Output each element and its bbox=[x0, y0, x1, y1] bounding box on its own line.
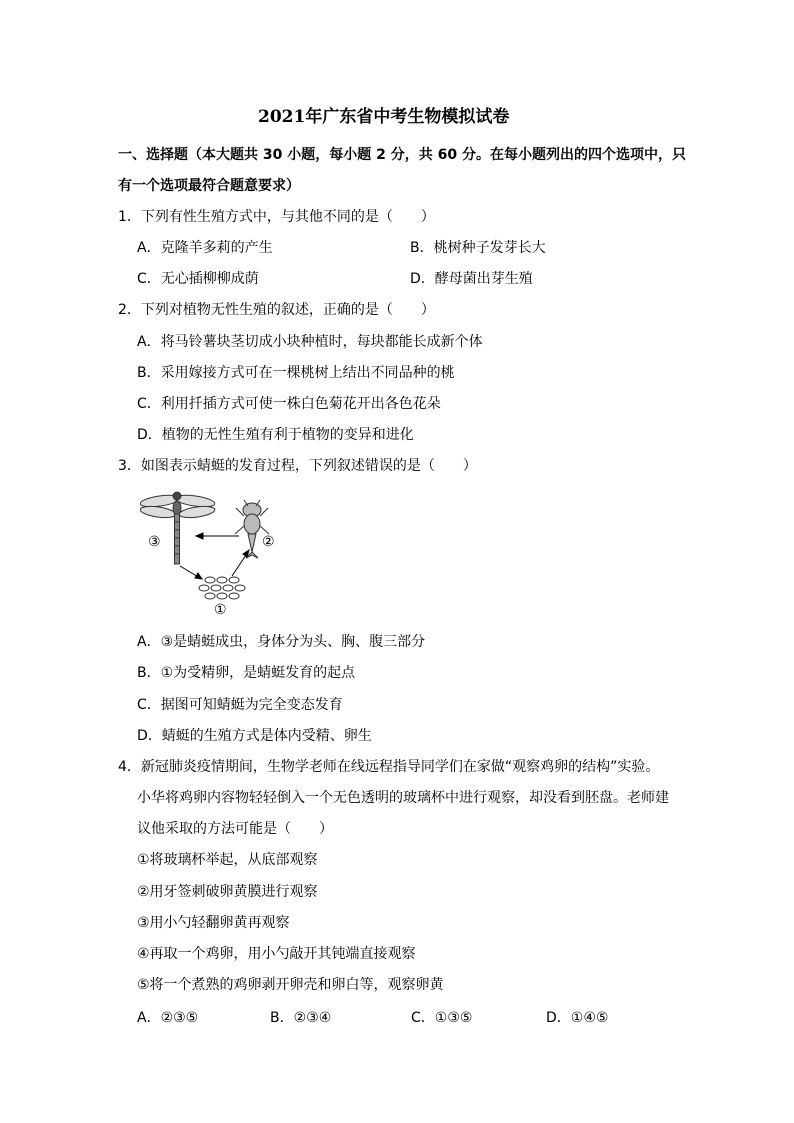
section-heading-line1: 一、选择题（本大题共 30 小题，每小题 2 分，共 60 分。在每小题列出的四个选项中，只 bbox=[118, 147, 686, 163]
figure-label-3: ③ bbox=[148, 534, 161, 550]
figure-label-2: ② bbox=[262, 534, 275, 550]
question-2-stem: 2．下列对植物无性生殖的叙述，正确的是（ ） bbox=[118, 302, 435, 318]
question-4-stem-line3: 议他采取的方法可能是（ ） bbox=[137, 821, 333, 837]
page-title: 2021年广东省中考生物模拟试卷 bbox=[258, 107, 510, 127]
question-3-option-a: A．③是蜻蜓成虫，身体分为头、胸、腹三部分 bbox=[137, 634, 426, 650]
question-1-option-c: C．无心插柳柳成荫 bbox=[137, 271, 259, 287]
eggs-icon bbox=[199, 577, 245, 599]
lifecycle-arrows bbox=[180, 533, 249, 579]
question-2-option-c: C．利用扦插方式可使一株白色菊花开出各色花朵 bbox=[137, 396, 441, 412]
question-4-option-a: A．②③⑤ bbox=[137, 1010, 199, 1026]
question-2-option-b: B．采用嫁接方式可在一棵桃树上结出不同品种的桃 bbox=[137, 365, 455, 381]
question-1-option-b: B．桃树种子发芽长大 bbox=[410, 240, 546, 256]
question-4-option-c: C．①③⑤ bbox=[411, 1010, 473, 1026]
question-4-item-5: ⑤将一个煮熟的鸡卵剥开卵壳和卵白等，观察卵黄 bbox=[137, 977, 444, 993]
question-4-stem-line2: 小华将鸡卵内容物轻轻倒入一个无色透明的玻璃杯中进行观察，却没看到胚盘。老师建 bbox=[137, 790, 669, 806]
question-3-stem: 3．如图表示蜻蜓的发育过程，下列叙述错误的是（ ） bbox=[118, 458, 477, 474]
question-2-option-d: D．植物的无性生殖有利于植物的变异和进化 bbox=[137, 427, 414, 443]
question-3-option-d: D．蜻蜓的生殖方式是体内受精、卵生 bbox=[137, 728, 372, 744]
question-4-item-4: ④再取一个鸡卵，用小勺敲开其钝端直接观察 bbox=[137, 946, 416, 962]
question-4-stem-line1: 4．新冠肺炎疫情期间，生物学老师在线远程指导同学们在家做“观察鸡卵的结构”实验。 bbox=[118, 759, 660, 775]
question-2-option-a: A．将马铃薯块茎切成小块种植时，每块都能长成新个体 bbox=[137, 334, 483, 350]
dragonfly-lifecycle-figure bbox=[140, 488, 290, 618]
figure-label-1: ① bbox=[214, 602, 227, 618]
question-1-option-a: A．克隆羊多莉的产生 bbox=[137, 240, 273, 256]
adult-dragonfly-icon bbox=[140, 492, 216, 564]
question-3-option-c: C．据图可知蜻蜓为完全变态发育 bbox=[137, 697, 343, 713]
question-4-item-1: ①将玻璃杯举起，从底部观察 bbox=[137, 852, 318, 868]
question-4-item-2: ②用牙签刺破卵黄膜进行观察 bbox=[137, 884, 318, 900]
question-4-option-b: B．②③④ bbox=[270, 1010, 332, 1026]
question-3-option-b: B．①为受精卵，是蜻蜓发育的起点 bbox=[137, 665, 356, 681]
question-4-item-3: ③用小勺轻翻卵黄再观察 bbox=[137, 915, 290, 931]
question-1-option-d: D．酵母菌出芽生殖 bbox=[410, 271, 533, 287]
section-heading-line2: 有一个选项最符合题意要求） bbox=[118, 178, 300, 194]
question-4-option-d: D．①④⑤ bbox=[546, 1010, 609, 1026]
question-1-stem: 1．下列有性生殖方式中，与其他不同的是（ ） bbox=[118, 209, 435, 225]
